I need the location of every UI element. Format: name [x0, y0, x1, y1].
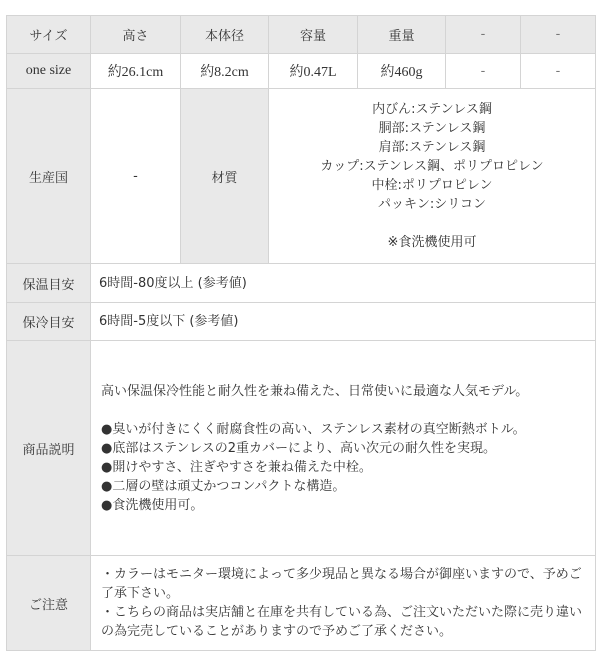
material-item: 内びん:ステンレス鋼 — [372, 102, 492, 117]
cold-value: 6時間-5度以下 (参考値) — [91, 303, 596, 341]
description-bullet: ●開けやすさ、注ぎやすさを兼ね備えた中栓。 — [101, 459, 372, 475]
description-bullet: ●食洗機使用可。 — [101, 497, 204, 513]
col-height: 高さ — [91, 16, 181, 54]
col-diameter: 本体径 — [181, 16, 269, 54]
caution-body — [91, 556, 596, 651]
height-value: 約26.1cm — [91, 54, 181, 89]
material-item: 中栓:ポリプロピレン — [371, 178, 493, 193]
diameter-value: 約8.2cm — [181, 54, 269, 89]
material-list — [269, 89, 596, 264]
description-row — [7, 341, 596, 556]
description-body — [91, 341, 596, 556]
origin-row — [7, 89, 596, 264]
origin-label: 生産国 — [7, 89, 91, 264]
weight-value: 約460g — [358, 54, 446, 89]
material-item: パッキン:シリコン — [378, 197, 486, 212]
capacity-value: 約0.47L — [269, 54, 358, 89]
caution-line: ・こちらの商品は実店舗と在庫を共有している為、ご注文いただいた際に売り違いの為完売していることがありますので予めご了承ください。 — [101, 605, 583, 639]
cold-label: 保冷目安 — [7, 303, 91, 341]
material-item: 胴部:ステンレス鋼 — [378, 121, 486, 136]
heat-label: 保温目安 — [7, 264, 91, 303]
caution-row — [7, 556, 596, 651]
material-item: カップ:ステンレス鋼、ポリプロピレン — [320, 159, 544, 174]
empty-value-1: - — [446, 54, 521, 89]
cold-row — [7, 303, 596, 341]
description-bullet: ●底部はステンレスの2重カバーにより、高い次元の耐久性を実現。 — [101, 440, 496, 456]
col-empty-2: - — [521, 16, 596, 54]
heat-row — [7, 264, 596, 303]
size-row — [7, 54, 596, 89]
col-capacity: 容量 — [269, 16, 358, 54]
size-label: サイズ — [7, 16, 91, 54]
col-empty-1: - — [446, 16, 521, 54]
heat-value: 6時間-80度以上 (参考値) — [91, 264, 596, 303]
material-label: 材質 — [181, 89, 269, 264]
empty-value-2: - — [521, 54, 596, 89]
col-weight: 重量 — [358, 16, 446, 54]
spec-table — [6, 15, 596, 651]
origin-value: - — [91, 89, 181, 264]
description-bullet: ●臭いが付きにくく耐腐食性の高い、ステンレス素材の真空断熱ボトル。 — [101, 421, 526, 437]
description-bullet: ●二層の壁は頑丈かつコンパクトな構造。 — [101, 478, 346, 494]
caution-line: ・カラーはモニター環境によって多少現品と異なる場合が御座いますので、予めご了承下さい。 — [101, 567, 582, 601]
caution-label: ご注意 — [7, 556, 91, 651]
description-intro: 高い保温保冷性能と耐久性を兼ね備えた、日常使いに最適な人気モデル。 — [101, 383, 529, 399]
size-name: one size — [7, 54, 91, 89]
material-item: 肩部:ステンレス鋼 — [378, 140, 486, 155]
description-label: 商品説明 — [7, 341, 91, 556]
header-row — [7, 16, 596, 54]
material-note: ※食洗機使用可 — [387, 235, 477, 250]
